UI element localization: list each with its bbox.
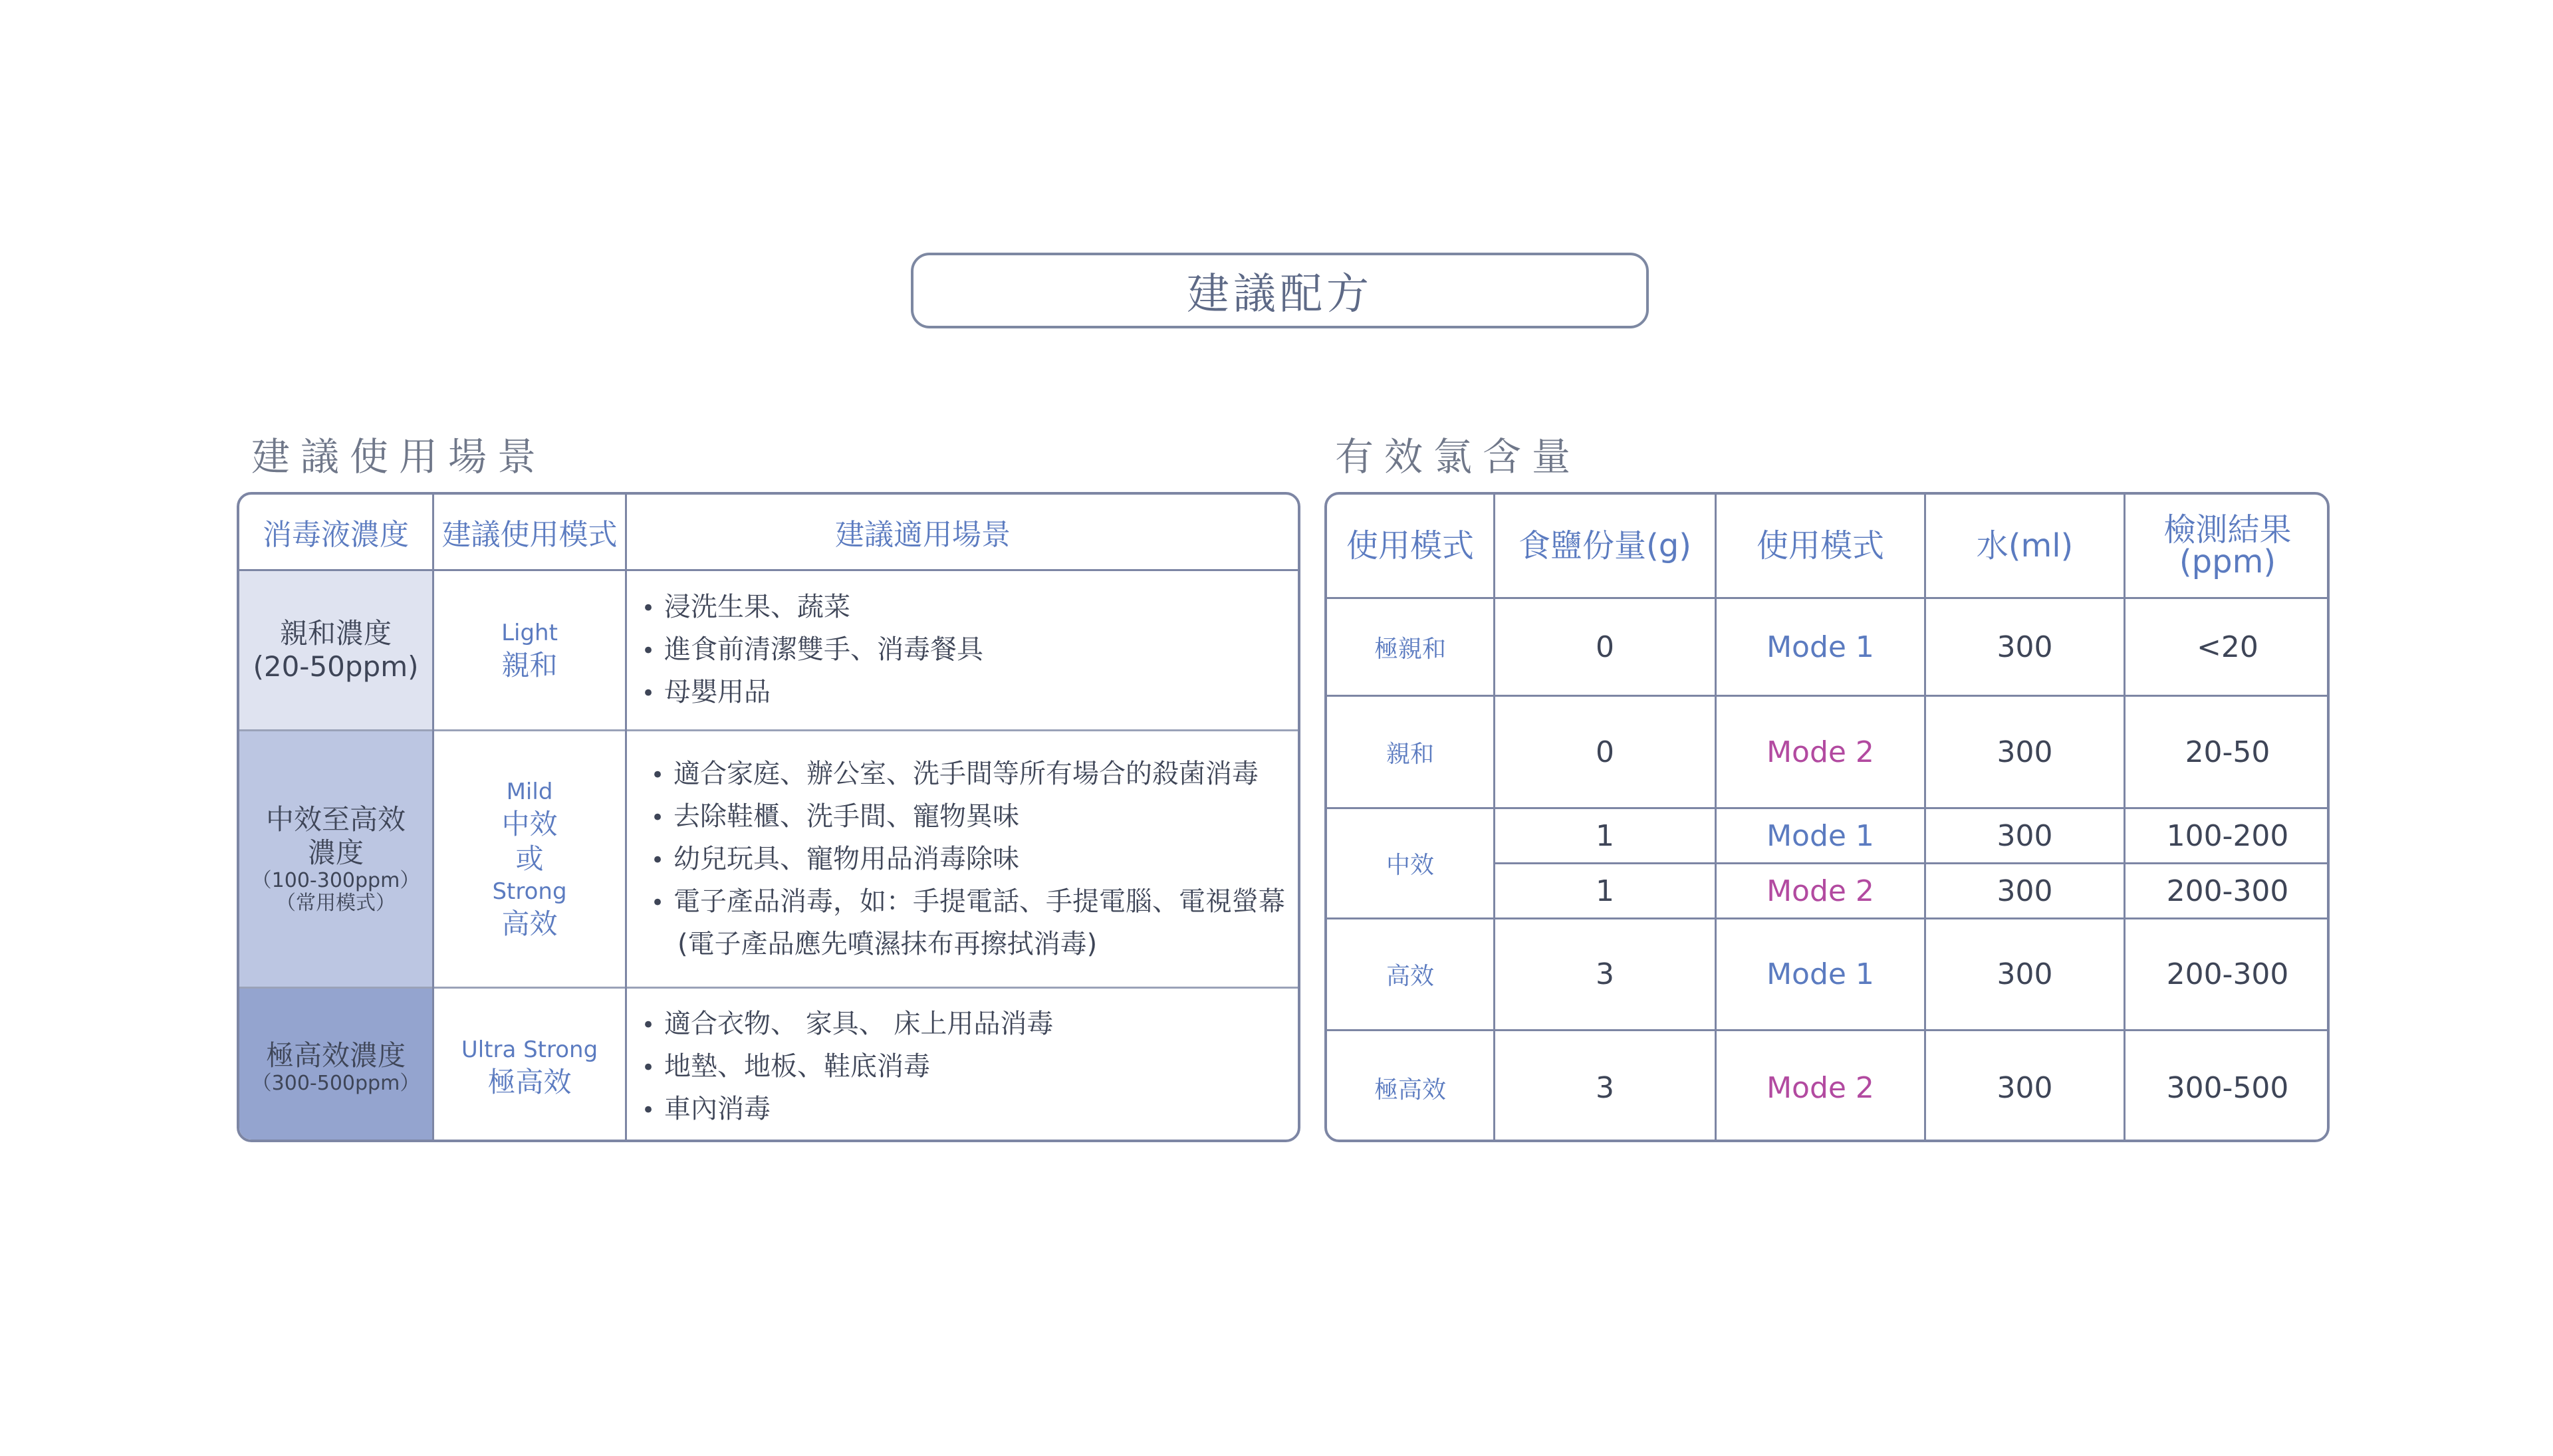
- mode-cell-light: [434, 571, 625, 729]
- row-divider: [239, 987, 1300, 989]
- header-result: 檢測結果 (ppm): [2163, 511, 2292, 580]
- scene-item: • 浸洗生果、蔬菜: [642, 592, 850, 622]
- usage-scenarios-heading: 建議使用場景: [251, 434, 547, 479]
- result-cell: 20-50: [2185, 735, 2270, 769]
- mode-or: 或: [515, 842, 544, 875]
- row-divider: [1327, 695, 2330, 697]
- concentration-cell-ultra: [239, 989, 432, 1142]
- concentration-range: (20-50ppm): [253, 650, 419, 683]
- salt-cell: 0: [1596, 735, 1614, 769]
- usage-scenarios-table: [237, 492, 1300, 1142]
- mode-english: Mild: [506, 779, 553, 805]
- concentration-range: （100-300ppm）: [251, 869, 420, 892]
- mode-cell-mid: [434, 731, 625, 987]
- concentration-label-line2: 濃度: [307, 836, 364, 869]
- header-scenes: 建議適用場景: [835, 518, 1011, 552]
- result-cell: 200-300: [2166, 957, 2289, 991]
- row-divider: [239, 729, 1300, 731]
- water-cell: 300: [1997, 1071, 2053, 1105]
- mode-english: Strong: [492, 878, 567, 905]
- row-divider: [1327, 917, 2330, 919]
- page-title: 建議配方: [911, 253, 1649, 328]
- scene-cell-ultra: [627, 989, 1300, 1142]
- scene-item: • 適合衣物、 家具、 床上用品消毒: [642, 1008, 1054, 1039]
- mode-cell: Mode 1: [1766, 630, 1874, 664]
- chlorine-content-table: [1324, 492, 2330, 1142]
- scene-item: • 進食前清潔雙手、消毒餐具: [642, 634, 983, 665]
- header-water: 水(ml): [1976, 527, 2074, 564]
- water-cell: 300: [1997, 630, 2053, 664]
- header-salt: 食鹽份量(g): [1519, 527, 1691, 564]
- mode-english: Ultra Strong: [461, 1036, 598, 1063]
- column-divider: [2124, 495, 2126, 1140]
- mode-cell: Mode 2: [1766, 874, 1874, 908]
- row-divider: [1327, 597, 2330, 599]
- mode-chinese: 高效: [501, 908, 558, 940]
- mode-cell-ultra: [434, 989, 625, 1142]
- header-level: 使用模式: [1346, 527, 1474, 564]
- row-divider: [239, 569, 1300, 571]
- scene-item: • 地墊、地板、鞋底消毒: [642, 1050, 930, 1082]
- mode-cell: Mode 1: [1766, 818, 1874, 853]
- salt-cell: 0: [1596, 630, 1614, 664]
- water-cell: 300: [1997, 818, 2053, 853]
- column-divider: [1924, 495, 1926, 1140]
- result-cell: 200-300: [2166, 874, 2289, 908]
- scene-item-note: (電子產品應先噴濕抹布再擦拭消毒): [677, 929, 1098, 959]
- level-cell: 極親和: [1374, 635, 1446, 663]
- concentration-cell-mid: [239, 731, 432, 987]
- scene-item: • 適合家庭、辦公室、洗手間等所有場合的殺菌消毒: [651, 759, 1259, 789]
- mode-chinese: 中效: [501, 808, 558, 840]
- salt-cell: 3: [1596, 957, 1614, 991]
- level-cell: 極高效: [1374, 1076, 1446, 1104]
- result-cell: 300-500: [2166, 1071, 2289, 1105]
- column-divider: [1493, 495, 1495, 1140]
- mode-chinese: 親和: [501, 649, 558, 681]
- concentration-label: 親和濃度: [279, 617, 392, 650]
- result-cell: 100-200: [2166, 818, 2289, 853]
- level-cell: 高效: [1386, 963, 1434, 990]
- scene-item: • 去除鞋櫃、洗手間、寵物異味: [651, 801, 1019, 832]
- mode-cell: Mode 1: [1766, 957, 1874, 991]
- concentration-cell-light: [239, 571, 432, 729]
- mode-english: Light: [501, 620, 558, 646]
- scene-item: • 母嬰用品: [642, 677, 771, 707]
- salt-cell: 3: [1596, 1071, 1614, 1105]
- mode-cell: Mode 2: [1766, 1071, 1874, 1105]
- column-divider: [1715, 495, 1717, 1140]
- scene-cell-mid: [627, 731, 1300, 987]
- row-divider: [1327, 1029, 2330, 1031]
- salt-cell: 1: [1596, 818, 1614, 853]
- chlorine-content-heading: 有效氯含量: [1335, 434, 1582, 479]
- mode-chinese: 極高效: [487, 1065, 572, 1098]
- scene-cell-light: [627, 571, 1300, 729]
- row-divider: [1495, 862, 2330, 864]
- mode-cell: Mode 2: [1766, 735, 1874, 769]
- header-mode: 使用模式: [1756, 527, 1884, 564]
- concentration-label-line1: 中效至高效: [265, 803, 406, 836]
- column-divider: [625, 495, 627, 1140]
- water-cell: 300: [1997, 874, 2053, 908]
- salt-cell: 1: [1596, 874, 1614, 908]
- scene-item: • 車內消毒: [642, 1093, 771, 1124]
- header-concentration: 消毒液濃度: [263, 518, 409, 552]
- level-cell: 中效: [1386, 852, 1434, 879]
- result-cell: <20: [2197, 630, 2258, 664]
- water-cell: 300: [1997, 735, 2053, 769]
- header-mode: 建議使用模式: [441, 518, 618, 552]
- concentration-note: （常用模式）: [276, 892, 396, 915]
- scene-item: • 電子產品消毒，如：手提電話、手提電腦、電視螢幕: [651, 886, 1285, 917]
- concentration-range: （300-500ppm）: [251, 1071, 420, 1095]
- concentration-label: 極高效濃度: [265, 1038, 406, 1072]
- column-divider: [432, 495, 434, 1140]
- level-cell: 親和: [1386, 740, 1434, 768]
- scene-item: • 幼兒玩具、寵物用品消毒除味: [651, 844, 1019, 874]
- row-divider: [1327, 807, 2330, 809]
- water-cell: 300: [1997, 957, 2053, 991]
